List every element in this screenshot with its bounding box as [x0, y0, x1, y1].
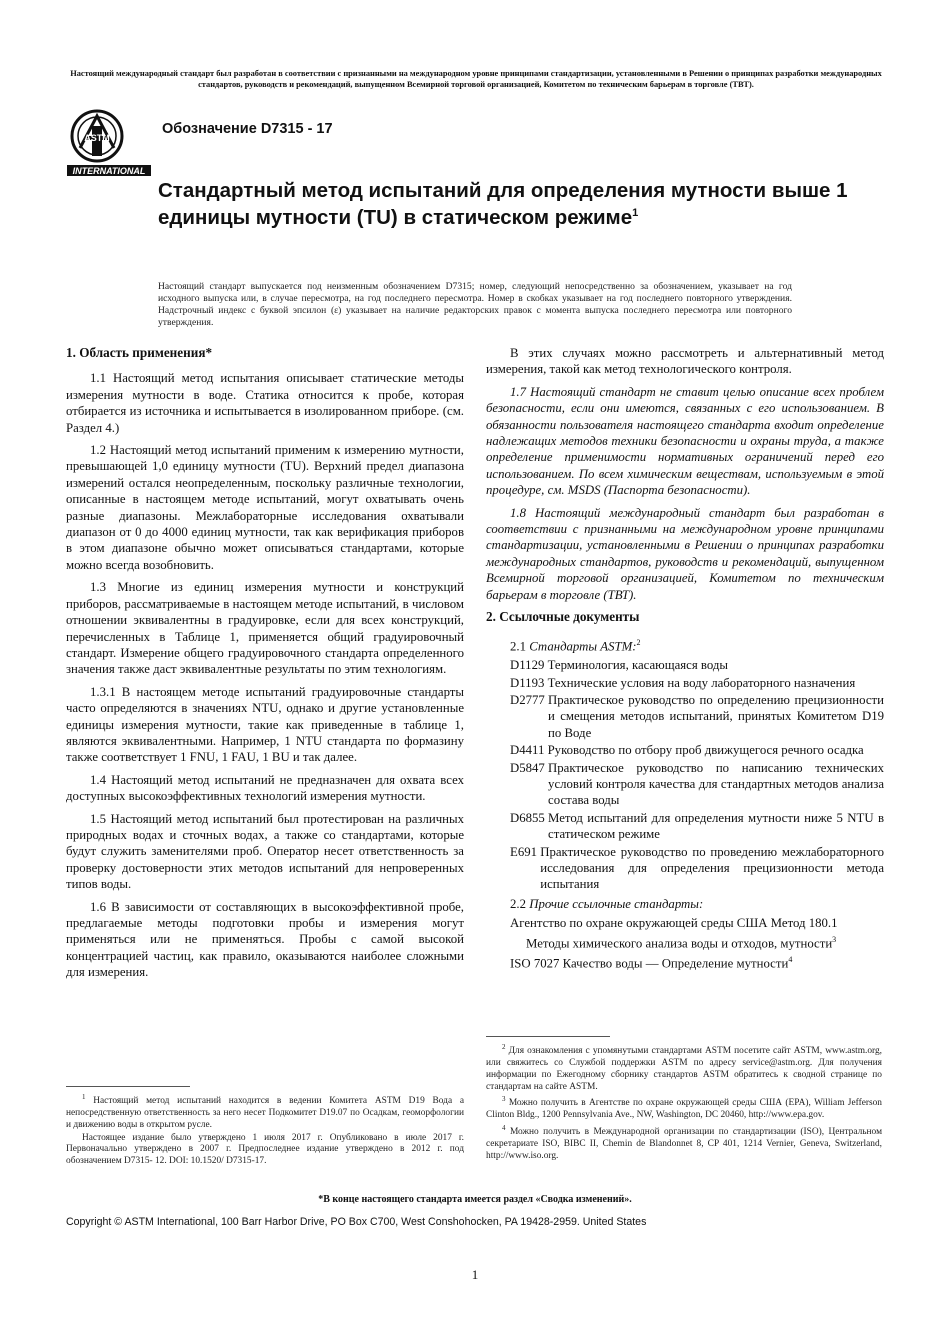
summary-of-changes-note: *В конце настоящего стандарта имеется раздел «Сводка изменений».: [318, 1194, 632, 1205]
title-text: Стандартный метод испытаний для определения мутности выше 1 единицы мутности (TU) в статическом режиме: [158, 179, 848, 229]
para-1-5: 1.5 Настоящий метод испытаний был протестирован на различных природных водах и сточных водах, а также со стандартами, которые будут служить заменителями проб. Оператор несет ответственность за проверку достоверности этих методов испытаний для непроверенных типов воды.: [66, 811, 464, 892]
section-2-heading: 2. Ссылочные документы: [486, 609, 640, 625]
logo-letters: ASTM: [84, 133, 110, 143]
para-1-3: 1.3 Многие из единиц измерения мутности и конструкций приборов, рассматриваемые в настоящем методе испытаний, в числовом отношении эквивалентны в градуировке, если для всех конструкций, перечисленных в Таблице 1, применяется общий градуировочный стандарт. Измерение общего градуировочного стандарта определенного значения также даст эквивалентные результаты по этим технологиям.: [66, 580, 464, 677]
footnote-2: $^2$ Для ознакомления с упомянутыми стандартами ASTM посетите сайт ASTM, www.astm.org, или свяжитесь со Службой поддержки ASTM по адресу service@astm.org. Для получения информации по Ежегодному сборнику стандартов ASTM обратитесь к сводной странице по стандартам на сайте ASTM.: [486, 1043, 883, 1092]
ref-d4411: D4411 Руководство по отбору проб движущегося речного осадка: [510, 743, 864, 758]
astm-logo: [66, 108, 152, 178]
footnote-1: $^1$ Настоящий метод испытаний находится в ведении Комитета ASTM D19 Вода а непосредственную ответственность за него несет Подкомитет D19.07 по Осадкам, геоморфологии и движению воды в открытом русле.: [66, 1093, 465, 1130]
title-footnote-mark: 1: [632, 207, 639, 220]
footnote-1-approval: Настоящее издание было утверждено 1 июля 2017 г. Опубликовано в июле 2017 г. Первоначально утверждено в 2007 г. Предпоследнее издание утверждено в 2012 г. под обозначением D7315- 12. DOI: 10.1520/ D7315-17.: [66, 1132, 464, 1167]
copyright-line: Copyright © ASTM International, 100 Barr Harbor Drive, PO Box C700, West Conshohocken, PA 19428-2959. United States: [66, 1216, 647, 1228]
footnote-4: $^4$ Можно получить в Международной организации по стандартизации (ISO), Центральном секретариате ISO, BIBC II, Chemin de Blandonnet 8, CP 401, 1214 Vernier, Geneva, Switzerland, http://www.iso.org.: [486, 1124, 883, 1161]
para-1-2: 1.2 Настоящий метод испытаний применим к измерению мутности, превышающей 1,0 единицу мутности (TU). Верхний предел диапазона измерений остался неопределенным, поскольку различные технологии, описанные в настоящем методе испытаний, могут охватывать очень разные диапазоны. Межлабораторные исследования охватывали диапазон от 0 до 4000 единиц мутности, так как верификация приборов в этом диапазоне обычно может описываться стандартами, которые можно всегда возобновить.: [66, 443, 464, 572]
footnote-3: $^3$ Можно получить в Агентстве по охране окружающей среды США (EPA), William Jefferson Clinton Bldg., 1200 Pennsylvania Ave., NW, Washington, DC 20460, http://www.epa.gov.: [486, 1095, 882, 1121]
ref-d6855: D6855 Метод испытаний для определения мутности ниже 5 NTU в статическом режиме: [510, 810, 884, 842]
subsection-2-1: 2.1 Стандарты ASTM:$^2$: [510, 637, 641, 653]
para-1-8: 1.8 Настоящий международный стандарт был разработан в соответствии с признанными на международном уровне принципами стандартизации, установленными в Решении о принципах разработки международных стандартов, руководств и рекомендаций, выпущенном Всемирной торговой организацией, Комитетом по техническим барьерам в торговле (ТВТ).: [486, 505, 884, 602]
footnote-divider-right: [486, 1036, 610, 1037]
ref-d5847: D5847 Практическое руководство по написанию технических условий контроля качества для стандартных методов анализа состава воды: [510, 760, 884, 808]
issuance-note: Настоящий стандарт выпускается под неизменным обозначением D7315; номер, следующий непосредственно за обозначением, указывает на год исходного выпуска или, в случае пересмотра, на год последнего пересмотра. Номер в скобках указывает на год последнего повторного утверждения. Надстрочный индекс с буквой эпсилон (ε) указывает на наличие редакторских правок с момента выпуска последнего пересмотра или повторного утверждения.: [158, 281, 792, 328]
right-column: [486, 345, 884, 973]
ref-d1193: D1193 Технические условия на воду лабораторного назначения: [510, 675, 856, 690]
para-1-1: 1.1 Настоящий метод испытания описывает статические методы измерения мутности в воде. Статика относится к пробе, которая отбирается из источника и испытывается в изолированном приборе. (см. Раздел 4.): [66, 371, 464, 435]
development-notice: Настоящий международный стандарт был разработан в соответствии с признанными на международном уровне принципами стандартизации, установленными в Решении о принципах разработки международных стандартов, руководств и рекомендаций, выпущенном Всемирной торговой организацией, Комитетом по техническим барьерам в торговле (ТВТ).: [70, 69, 882, 89]
footnotes-right: [486, 1042, 882, 1164]
page-number: 1: [471, 1267, 479, 1282]
ref-epa-180-1: Агентство по охране окружающей среды США Метод 180.1 Методы химического анализа воды и отходов, мутности$^3$: [510, 916, 838, 950]
ref-iso-7027: ISO 7027 Качество воды — Определение мутности$^4$: [510, 955, 793, 971]
ref-d2777: D2777 Практическое руководство по определению прецизионности и смещения методов испытаний, принятых Комитетом D19 по Воде: [510, 692, 884, 740]
designation: Обозначение D7315 - 17: [162, 121, 333, 137]
footnote-divider-left: [66, 1086, 190, 1087]
ref-e691: E691 Практическое руководство по проведению межлабораторного исследования для определения прецизионности метода испытания: [510, 844, 884, 892]
footnotes-left: [66, 1092, 464, 1169]
subsection-2-2: 2.2 Прочие ссылочные стандарты:: [510, 896, 704, 911]
para-1-3-1: 1.3.1 В настоящем методе испытаний градуировочные стандарты часто определяются в значениях NTU, однако и другие установленные единицы измерения мутности, такие как приведенные в таблице 1, являются эквивалентными. Например, 1 NTU стандарта по формазину также соответствует 1 FNU, 1 FAU, 1 BU и так далее.: [66, 684, 464, 765]
left-column: [66, 345, 464, 987]
para-1-7: 1.7 Настоящий стандарт не ставит целью описание всех проблем безопасности, если они имеются, связанных с его использованием. В обязанности пользователя настоящего стандарта входит определение надлежащих методов техники безопасности и охраны труда, а также определение применимости нормативных ограничений перед его использованием. По всем химическим веществам, используемым в этой процедуре, см. MSDS (Паспорта безопасности).: [486, 384, 884, 498]
para-1-6-continued: В этих случаях можно рассмотреть и альтернативный метод измерения, такой как метод технологического контроля.: [486, 346, 884, 377]
logo-subtext: INTERNATIONAL: [72, 166, 146, 176]
para-1-6: 1.6 В зависимости от составляющих в высокоэффективной пробе, предлагаемые методы подготовки пробы и измерения могут применяться или не применяться. Пробы с самой высокой концентрацией частиц, как правило, оказываются наиболее сложными для измерения.: [66, 899, 464, 980]
section-1-heading: 1. Область применения*: [66, 345, 213, 360]
ref-d1129: D1129 Терминология, касающаяся воды: [510, 658, 729, 673]
page-title: [158, 177, 878, 231]
para-1-4: 1.4 Настоящий метод испытаний не предназначен для охвата всех доступных высокоэффективных технологий измерения мутности.: [66, 772, 464, 804]
